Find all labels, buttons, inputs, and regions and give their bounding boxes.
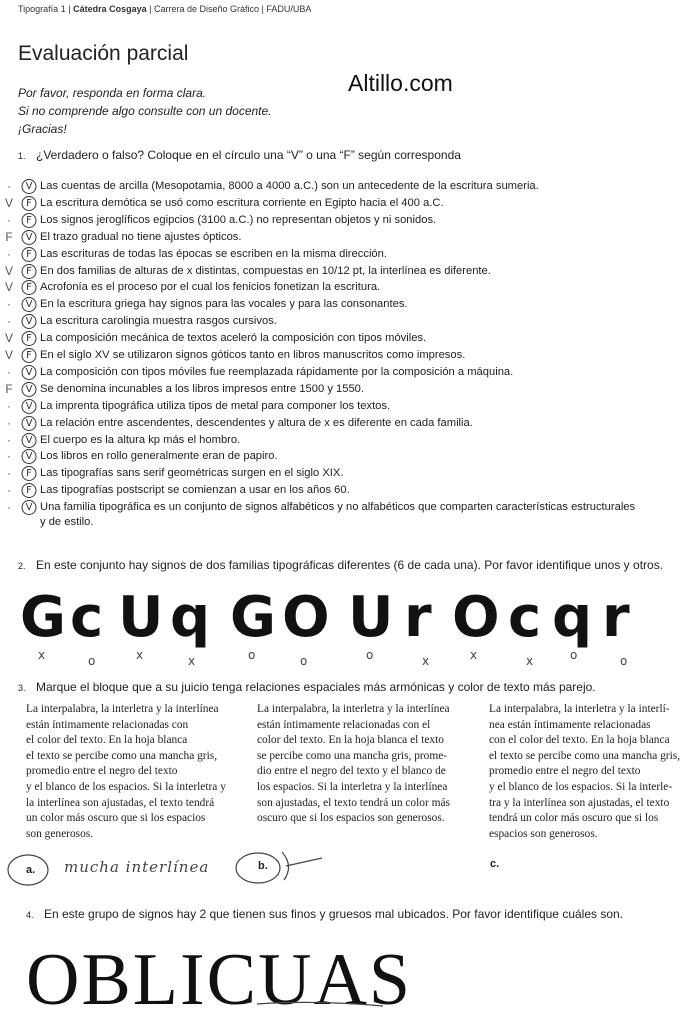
- block-line: el texto se percibe como una mancha gris,: [26, 749, 218, 762]
- glyph-mark: x: [136, 648, 144, 662]
- statement-text: El trazo gradual no tiene ajustes ópticos.: [40, 230, 242, 243]
- glyph-mark: x: [38, 648, 46, 662]
- block-line: nea están íntimamente relacionadas: [489, 718, 651, 731]
- glyph-mark: x: [422, 654, 430, 668]
- statement-continuation: y de estilo.: [40, 516, 94, 528]
- margin-mark: ·: [7, 449, 11, 464]
- oblicuas-word: OBLICUAS: [26, 939, 413, 1021]
- margin-mark: F: [5, 229, 13, 244]
- margin-mark: ·: [7, 297, 11, 312]
- margin-mark: ·: [7, 432, 11, 447]
- text-block-a: [26, 702, 226, 842]
- margin-mark: ·: [7, 212, 11, 227]
- question-4-prompt: 4. En este grupo de signos hay 2 que tienen sus finos y gruesos mal ubicados. Por favor identifique cuáles son.: [26, 907, 624, 921]
- text-block-c: [489, 702, 680, 842]
- block-b-label[interactable]: b.: [258, 860, 268, 872]
- glyph: O: [452, 585, 500, 650]
- block-line: el texto se percibe como una mancha gris,: [489, 749, 681, 762]
- block-line: los espacios. Si la interletra y la interlínea: [257, 780, 448, 793]
- block-line: tendrá un color más oscuro que si los: [489, 812, 659, 825]
- answer-letter: V: [25, 400, 33, 412]
- statement-text: La escritura demótica se usó como escritura corriente en Egipto hacia el 400 a.C.: [40, 196, 444, 209]
- statement-text: En la escritura griega hay signos para las vocales y para las consonantes.: [40, 298, 408, 311]
- answer-letter: F: [26, 265, 32, 277]
- glyph: U: [118, 585, 164, 650]
- handwritten-note: mucha interlínea: [64, 858, 210, 876]
- arrow-mark: [282, 852, 322, 880]
- question-3-prompt: 3. Marque el bloque que a su juicio tenga relaciones espaciales más armónicas y color de texto más parejo.: [18, 680, 596, 694]
- block-line: y el blanco de los espacios. Si la interletra y: [26, 780, 226, 793]
- glyph: q: [552, 585, 593, 650]
- margin-mark: ·: [7, 415, 11, 430]
- answer-letter: F: [26, 485, 32, 497]
- statement-text: Una familia tipográfica es un conjunto de signos alfabéticos y no alfabéticos que comparten características estructurales: [40, 501, 636, 514]
- statement-text: Las cuentas de arcilla (Mesopotamia, 8000 a 4000 a.C.) son un antecedente de la escritura sumeria.: [40, 180, 539, 192]
- question-2-prompt: 2. En este conjunto hay signos de dos familias tipográficas diferentes (6 de cada una). Por favor identifique unos y otros.: [18, 558, 664, 572]
- block-line: están íntimamente relacionadas con el: [257, 718, 431, 731]
- statement-text: Las escrituras de todas las épocas se escriben en la misma dirección.: [40, 247, 387, 260]
- margin-mark: ·: [7, 364, 11, 379]
- block-line: se percibe como una mancha gris, prome-: [257, 749, 448, 762]
- margin-mark: ·: [7, 314, 11, 329]
- course-name: Tipografía 1: [18, 4, 66, 14]
- margin-mark: F: [5, 381, 13, 396]
- glyph-mark: o: [620, 654, 628, 668]
- answer-letter: F: [26, 248, 32, 260]
- margin-mark: ·: [7, 398, 11, 413]
- block-line: La interpalabra, la interletra y la interlí-: [489, 703, 670, 715]
- answer-letter: V: [25, 502, 33, 514]
- glyph-mark: x: [470, 648, 478, 662]
- glyph-mark: o: [570, 648, 578, 662]
- statement-text: Se denomina incunables a los libros impresos entre 1500 y 1550.: [40, 382, 365, 395]
- margin-mark: ·: [7, 483, 11, 498]
- glyph: r: [404, 585, 432, 650]
- glyph: U: [348, 585, 394, 650]
- glyph: G: [20, 585, 66, 650]
- glyph: q: [170, 585, 211, 650]
- statement-text: El cuerpo es la altura kp más el hombro.: [40, 433, 241, 446]
- answer-letter: V: [25, 451, 33, 463]
- answer-letter: F: [26, 350, 32, 361]
- block-line: y el blanco de los espacios. Si la interle-: [489, 780, 673, 793]
- glyph: c: [508, 585, 542, 650]
- margin-mark: ·: [7, 246, 11, 261]
- glyph-set: [20, 585, 680, 668]
- statement-text: Los libros en rollo generalmente eran de papiro.: [40, 450, 278, 463]
- block-line: promedio entre el negro del texto: [489, 765, 641, 778]
- answer-letter: V: [25, 417, 33, 429]
- answer-letter: F: [26, 214, 32, 226]
- answer-letter: V: [25, 299, 33, 311]
- glyph: r: [602, 585, 630, 650]
- statement-text: Acrofonía es el proceso por el cual los fenicios fonetizan la escritura.: [40, 281, 381, 294]
- statement-text: En dos familias de alturas de x distintas, compuestas en 10/12 pt, la interlínea es diferente.: [40, 264, 491, 277]
- answer-letter: V: [25, 316, 33, 328]
- statement-text: Las tipografías postscript se comienzan a usar en los años 60.: [40, 484, 350, 497]
- block-line: espacios son generosos.: [489, 827, 598, 840]
- margin-mark: V: [4, 280, 13, 295]
- chair-name: Cátedra Cosgaya: [73, 4, 147, 14]
- margin-mark: V: [4, 195, 13, 210]
- answer-letter: V: [25, 434, 33, 446]
- block-line: son generosos.: [26, 827, 94, 840]
- block-line: promedio entre el negro del texto: [26, 765, 178, 778]
- block-line: la interlínea son ajustadas, el texto tendrá: [26, 796, 215, 809]
- answer-letter: V: [25, 231, 33, 243]
- block-line: con el color del texto. En la hoja blanca: [489, 734, 670, 747]
- block-line: tra y la interlínea son ajustadas, el texto: [489, 796, 670, 809]
- statement-text: La escritura carolingia muestra rasgos cursivos.: [40, 315, 277, 328]
- question-1-prompt: 1. ¿Verdadero o falso? Coloque en el círculo una “V” o una “F” según corresponda: [18, 148, 461, 162]
- watermark: Altillo.com: [348, 70, 453, 96]
- school-name: FADU/UBA: [266, 4, 312, 14]
- block-line: el color del texto. En la hoja blanca: [26, 734, 188, 747]
- block-line: son ajustadas, el texto tendrá un color más: [257, 796, 450, 809]
- statement-text: En el siglo XV se utilizaron signos góticos tanto en libros manuscritos como impresos.: [40, 349, 466, 361]
- block-a-label[interactable]: a.: [26, 864, 36, 876]
- glyph-mark: o: [88, 654, 96, 668]
- statement-text: La relación entre ascendentes, descendentes y altura de x es diferente en cada familia.: [40, 416, 473, 429]
- glyph-mark: o: [300, 654, 308, 668]
- intro-text: Por favor, responda en forma clara. Si no comprende algo consulte con un docente. ¡Gracias!: [18, 86, 272, 136]
- glyph: O: [282, 585, 330, 650]
- margin-mark: ·: [7, 179, 11, 193]
- answer-letter: F: [26, 333, 32, 345]
- answer-letter: V: [25, 383, 33, 395]
- block-line: La interpalabra, la interletra y la interlínea: [26, 703, 219, 715]
- block-line: dio entre el negro del texto y el blanco de: [257, 765, 446, 778]
- answer-letter: F: [26, 282, 32, 294]
- statement-text: Las tipografías sans serif geométricas surgen en el siglo XIX.: [40, 467, 344, 480]
- answer-letter: F: [26, 197, 32, 209]
- margin-mark: ·: [7, 466, 11, 481]
- underline-mark: [255, 998, 385, 1012]
- career-name: Carrera de Diseño Gráfico: [153, 4, 260, 14]
- answer-letter: V: [25, 181, 33, 192]
- margin-mark: V: [4, 331, 13, 346]
- glyph-mark: o: [248, 648, 256, 662]
- block-c-label[interactable]: c.: [490, 858, 500, 870]
- block-line: un color más oscuro que si los espacios: [26, 812, 206, 825]
- page-title: Evaluación parcial: [18, 42, 189, 65]
- statement-text: Los signos jeroglíficos egipcios (3100 a.C.) no representan objetos y ni sonidos.: [40, 213, 437, 226]
- glyph-mark: x: [526, 654, 534, 668]
- page-header: Tipografía 1 | Cátedra Cosgaya | Carrera de Diseño Gráfico | FADU/UBA: [18, 4, 312, 14]
- glyph: c: [70, 585, 104, 650]
- margin-mark: V: [4, 263, 13, 278]
- statement-text: La composición mecánica de textos aceleró la composición con tipos móviles.: [40, 332, 427, 345]
- block-line: oscuro que si los espacios son generosos.: [257, 812, 445, 825]
- block-line: están íntimamente relacionadas con: [26, 718, 189, 731]
- margin-mark: ·: [7, 500, 11, 515]
- answer-letter: V: [25, 366, 33, 378]
- block-line: La interpalabra, la interletra y la interlínea: [257, 703, 450, 715]
- block-line: color del texto. En la hoja blanca el texto: [257, 734, 444, 747]
- glyph-mark: o: [366, 648, 374, 662]
- margin-mark: V: [4, 348, 13, 362]
- text-block-b: [257, 702, 450, 827]
- statement-text: La imprenta tipográfica utiliza tipos de metal para componer los textos.: [40, 399, 391, 412]
- glyph-mark: x: [188, 654, 196, 668]
- glyph: G: [230, 585, 276, 650]
- statement-text: La composición con tipos móviles fue reemplazada rápidamente por la composición a máquina.: [40, 365, 514, 378]
- answer-letter: F: [26, 468, 32, 480]
